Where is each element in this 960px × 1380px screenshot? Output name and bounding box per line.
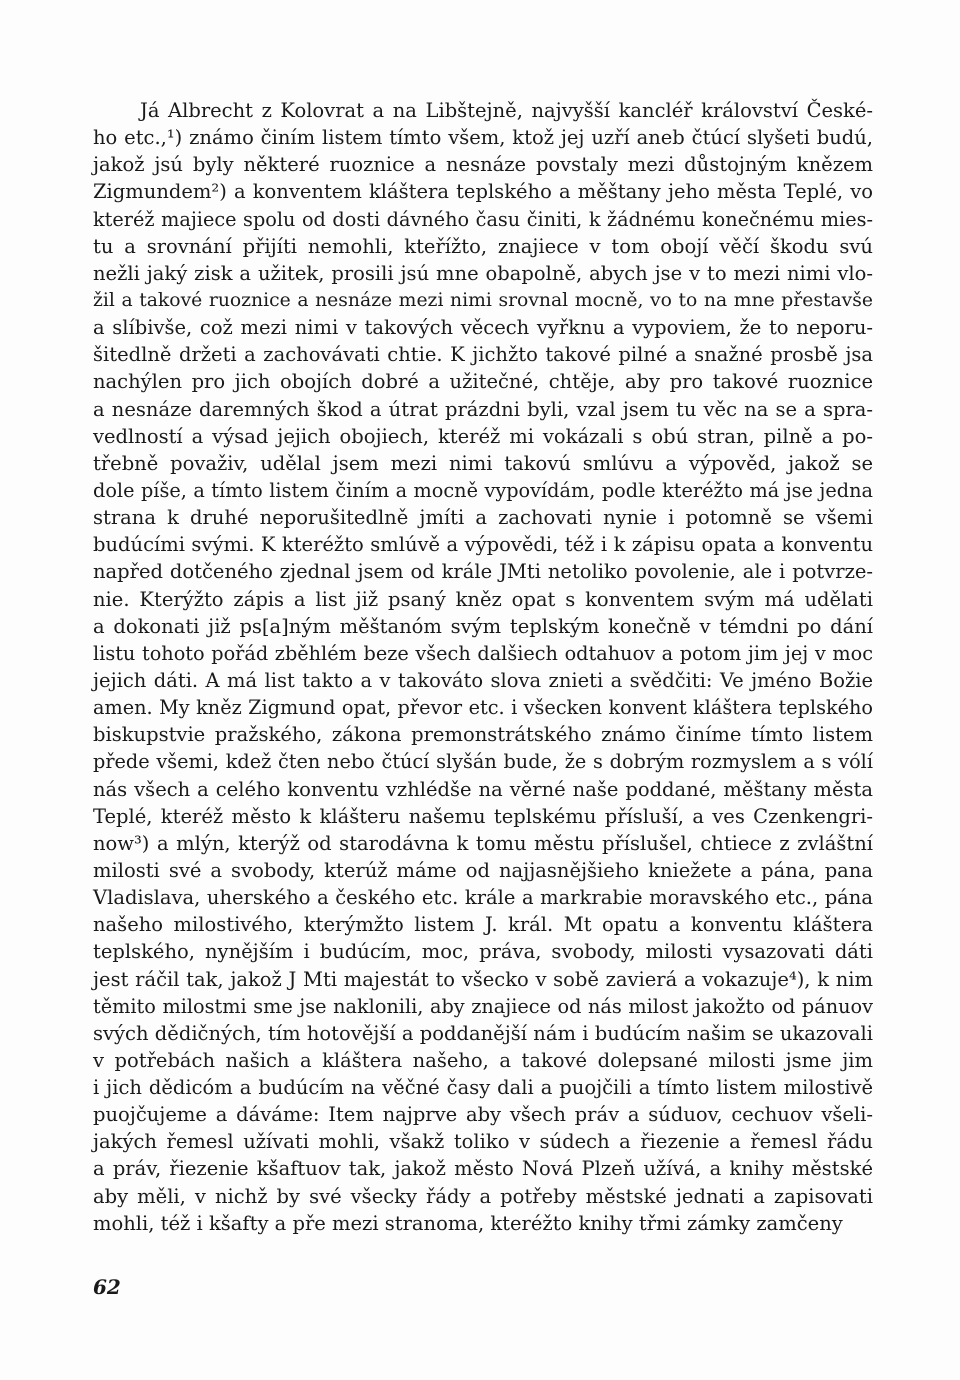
- text-line: dole píše, a tímto listem činím a mocně vypovídám, podle kteréžto má jse jedna: [93, 478, 873, 502]
- text-line: strana k druhé neporušitedlně jmíti a zachovati nynie i potomně se všemi: [93, 506, 873, 530]
- body-text: [93, 97, 873, 1237]
- text-line: kteréž majiece spolu od dosti dávného času činiti, k žádnému konečnému mies-: [93, 207, 873, 231]
- text-line: nás všech a celého konventu vzhlédše na věrné naše poddané, měštany města: [93, 777, 873, 801]
- text-line: amen. My kněz Zigmund opat, převor etc. i všecken konvent kláštera teplského: [93, 696, 873, 720]
- text-line: jakých řemesl užívati mohli, všakž toliko v súdech a řiezenie a řemesl řádu: [93, 1130, 873, 1154]
- text-line: přede všemi, kdež čten nebo čtúcí slyšán bude, že s dobrým rozmyslem a s vólí: [93, 750, 873, 774]
- text-line: nežli jaký zisk a užitek, prosili jsú mne obapolně, abych jse v to mezi nimi vlo-: [93, 261, 873, 285]
- text-line: a dokonati již ps[a]ným měštanóm svým teplským konečně v témdni po dání: [93, 614, 873, 638]
- page-number: 62: [93, 1275, 121, 1299]
- text-line: Já Albrecht z Kolovrat a na Libštejně, najvyšší kancléř království České-: [140, 99, 873, 122]
- text-line: vedlností a výsad jejich obojiech, kteréž mi vokázali s obú stran, pilně a po-: [93, 424, 873, 448]
- text-line: Teplé, kteréž město k klášteru našemu teplskému přísluší, a ves Czenkengri-: [93, 804, 873, 828]
- text-line: a slíbivše, což mezi nimi v takových věcech vyřknu a vypoviem, že to neporu-: [93, 316, 873, 340]
- text-line: Vladislava, uherského a českého etc. krále a markrabie moravského etc., pána: [93, 886, 873, 910]
- text-line: tu a srovnání přijíti nemohli, kteřížto, znajiece v tom obojí věčí škodu svú: [93, 234, 873, 258]
- text-line: puojčujeme a dáváme: Item najprve aby všech práv a súduov, cechuov všeli-: [93, 1103, 873, 1127]
- text-line: biskupstvie pražského, zákona premonstrátského známo činíme tímto listem: [93, 723, 873, 747]
- text-line: jest ráčil tak, jakož J Mti majestát to všecko v sobě zavierá a vokazuje⁴), k nim: [93, 967, 873, 991]
- text-line: jejich dáti. A má list takto a v takováto slova znieti a svědčiti: Ve jméno Božie: [93, 668, 873, 692]
- text-line: mohli, též i kšafty a pře mezi stranoma, kteréžto knihy třmi zámky zamčeny: [93, 1211, 843, 1235]
- text-line: Zigmundem²) a konventem kláštera teplského a měštany jeho města Teplé, vo: [93, 180, 873, 204]
- text-line: našeho milostivého, kterýmžto listem J. král. Mt opatu a konventu kláštera: [93, 913, 873, 937]
- text-line: ho etc.,¹) známo činím listem tímto všem, ktož jej uzří aneb čtúcí slyšeti budú,: [93, 126, 873, 150]
- text-line: v potřebách našich a kláštera našeho, a takové dolepsané milosti jsme jim: [93, 1048, 873, 1072]
- text-line: nachýlen pro jich obojích dobré a užitečné, chtěje, aby pro takové ruoznice: [93, 370, 873, 394]
- text-line: jakož jsú byly některé ruoznice a nesnáze povstaly mezi důstojným knězem: [93, 153, 873, 177]
- text-line: now³) a mlýn, kterýž od starodávna k tomu městu příslušel, chtiece z zvláštní: [93, 831, 873, 855]
- text-line: listu tohoto pořád zběhlém beze všech dalšiech odtahuov a potom jim jej v moc: [93, 641, 873, 665]
- text-line: těmito milostmi sme jse naklonili, aby znajiece od nás milost jakožto od pánuov: [93, 994, 873, 1018]
- text-line: třebně považiv, udělal jsem mezi nimi takovú smlúvu a výpověd, jakož se: [93, 451, 873, 475]
- text-line: milosti své a svobody, kterúž máme od najjasnějšieho kniežete a pána, pana: [93, 858, 873, 882]
- text-line: aby měli, v nichž by své všecky řády a potřeby městské jednati a zapisovati: [93, 1184, 873, 1208]
- text-line: i jich dědicóm a budúcím na věčné časy dali a puojčili a tímto listem milostivě: [93, 1076, 873, 1100]
- text-line: napřed dotčeného zjednal jsem od krále JMti netoliko povolenie, ale i potvrze-: [93, 560, 873, 584]
- text-line: nie. Kterýžto zápis a list již psaný kněz opat s konventem svým má udělati: [93, 587, 873, 611]
- text-line: svých dědičných, tím hotovější a poddanější nám i budúcím našim se ukazovali: [93, 1021, 873, 1045]
- text-line: žil a takové ruoznice a nesnáze mezi nimi srovnal mocně, vo to na mne přestavše: [93, 289, 873, 311]
- text-line: a nesnáze daremných škod a útrat prázdni byli, vzal jsem tu věc na se a spra-: [93, 397, 873, 421]
- text-line: teplského, nynějším i budúcím, moc, práva, svobody, milosti vysazovati dáti: [93, 940, 873, 964]
- text-line: a práv, řiezenie kšaftuov tak, jakož město Nová Plzeň užívá, a knihy městské: [93, 1157, 873, 1181]
- text-line: šitedlně držeti a zachovávati chtie. K jichžto takové pilné a snažné prosbě jsa: [93, 343, 873, 367]
- text-line: budúcími svými. K kteréžto smlúvě a výpovědi, též i k zápisu opata a konventu: [93, 533, 873, 557]
